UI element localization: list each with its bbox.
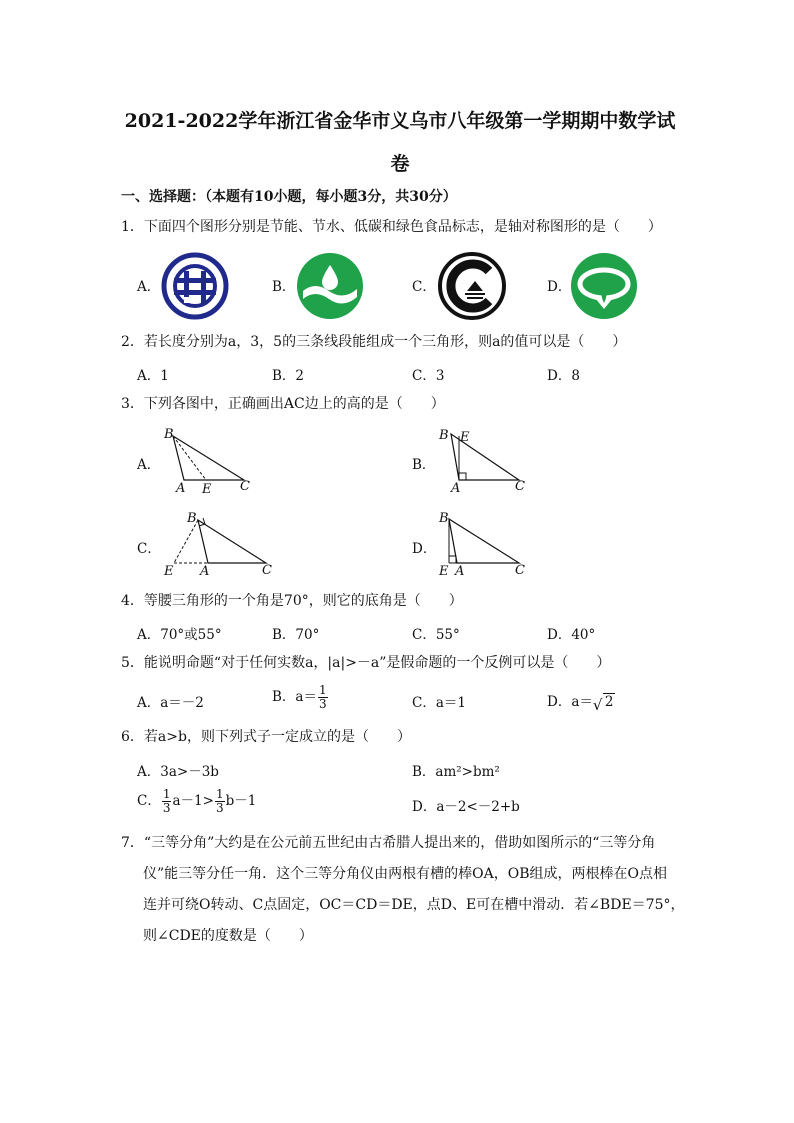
low-carbon-logo-icon — [437, 251, 507, 321]
q1-label-d: D． — [547, 279, 572, 295]
q1-label-a: A． — [137, 279, 161, 295]
q6-option-d: D．a－2<－2+b — [412, 799, 520, 815]
label-c: C — [515, 479, 525, 494]
label-a: A — [451, 481, 461, 496]
question-7-line: 7．“三等分角”大约是在公元前五世纪由古希腊人提出来的，借助如图所示的“三等分角 — [121, 835, 656, 851]
numerator: 1 — [215, 787, 224, 801]
q3-figure-b — [435, 424, 535, 499]
question-3-stem: 3．下列各图中，正确画出AC边上的高的是（ ） — [121, 396, 445, 412]
label-e: E — [439, 564, 449, 579]
q3-label-b: B． — [412, 457, 436, 473]
denominator: 3 — [318, 697, 327, 711]
q5-option-c: C．a＝1 — [412, 695, 466, 711]
water-saving-logo-icon — [295, 251, 365, 321]
q5-option-b — [272, 684, 329, 711]
question-7-line: 连并可绕O转动、C点固定，OC＝CD＝DE，点D、E可在槽中滑动．若∠BDE＝75°， — [143, 897, 685, 913]
exam-title-line1: 2021-2022学年浙江省金华市义乌市八年级第一学期期中数学试 — [124, 110, 676, 132]
question-6-stem: 6．若a>b，则下列式子一定成立的是（ ） — [121, 729, 411, 745]
fraction — [162, 788, 172, 815]
q3-figure-d — [435, 507, 535, 582]
square-root: √ 2 — [592, 694, 614, 714]
q3-label-c: C． — [137, 541, 161, 557]
q3-label-d: D． — [412, 541, 437, 557]
question-4-stem: 4．等腰三角形的一个角是70°，则它的底角是（ ） — [121, 593, 463, 609]
denominator: 3 — [162, 801, 171, 815]
radicand: 2 — [604, 694, 614, 710]
q4-option-b: B．70° — [272, 627, 320, 643]
question-7-stem — [121, 828, 685, 952]
fraction — [318, 684, 328, 711]
label-c: C — [262, 563, 272, 578]
q6-option-c-middle: a－1> — [172, 793, 214, 809]
label-a: A — [176, 481, 186, 496]
q6-option-b: B．am²>bm² — [412, 764, 500, 780]
label-b: B — [164, 427, 174, 442]
numerator: 1 — [318, 683, 327, 697]
question-2-stem: 2．若长度分别为a，3，5的三条线段能组成一个三角形，则a的值可以是（ ） — [121, 334, 627, 350]
label-e: E — [202, 482, 212, 497]
green-food-logo-icon — [569, 251, 639, 321]
q6-option-a: A．3a>－3b — [137, 764, 219, 780]
q6-option-c-prefix: C． — [137, 793, 161, 809]
q1-label-b: B． — [272, 279, 296, 295]
label-a: A — [200, 564, 210, 579]
question-5-stem: 5．能说明命题“对于任何实数a，|a|>－a”是假命题的一个反例可以是（ ） — [121, 655, 611, 671]
numerator: 1 — [162, 787, 171, 801]
label-b: B — [439, 511, 449, 526]
question-7-line: 仪”能三等分任一角．这个三等分角仪由两根有槽的棒OA，OB组成，两根棒在O点相 — [143, 866, 667, 882]
q4-option-d: D．40° — [547, 627, 596, 643]
q4-option-a: A．70°或55° — [137, 627, 222, 643]
label-e: E — [164, 564, 174, 579]
q5-option-a: A．a＝－2 — [137, 695, 204, 711]
q5-option-d-prefix: D．a＝ — [547, 694, 593, 710]
q2-option-a: A．1 — [137, 368, 169, 384]
label-e: E — [460, 430, 470, 445]
q2-option-d: D．8 — [547, 368, 580, 384]
q4-option-c: C．55° — [412, 627, 460, 643]
q5-option-d — [547, 690, 615, 714]
exam-title-line2: 卷 — [390, 153, 410, 175]
q1-label-c: C． — [412, 279, 436, 295]
energy-saving-logo-icon — [160, 251, 230, 321]
q6-option-c-end: b－1 — [225, 793, 257, 809]
label-c: C — [515, 563, 525, 578]
label-c: C — [240, 479, 250, 494]
denominator: 3 — [215, 801, 224, 815]
q3-figure-c — [160, 507, 280, 582]
q2-option-c: C．3 — [412, 368, 445, 384]
section-heading: 一、选择题：（本题有10小题，每小题3分，共30分） — [121, 189, 457, 205]
q2-option-b: B．2 — [272, 368, 305, 384]
question-1-stem: 1．下面四个图形分别是节能、节水、低碳和绿色食品标志，是轴对称图形的是（ ） — [121, 219, 662, 235]
q3-figure-a — [160, 424, 260, 499]
label-b: B — [439, 428, 449, 443]
fraction — [215, 788, 225, 815]
label-a: A — [455, 564, 465, 579]
question-7-line: 则∠CDE的度数是（ ） — [143, 928, 313, 944]
label-b: B — [187, 511, 197, 526]
q6-option-c — [137, 788, 256, 815]
q3-label-a: A． — [137, 457, 161, 473]
q5-option-b-prefix: B．a＝ — [272, 689, 317, 705]
